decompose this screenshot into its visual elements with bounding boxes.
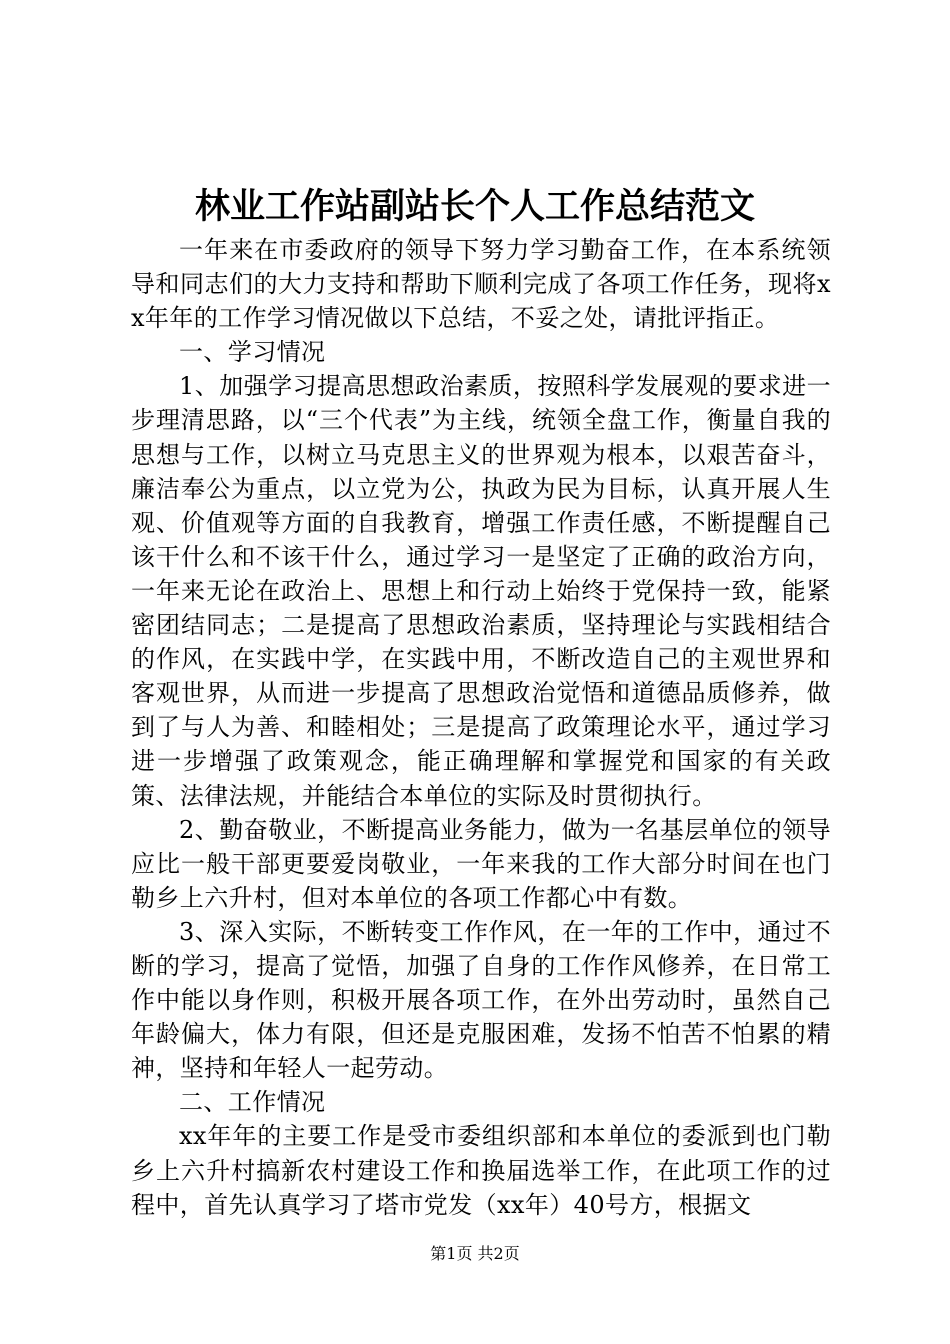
section-heading-study: 一、学习情况 [179,338,326,367]
document-title: 林业工作站副站长个人工作总结范文 [194,187,755,227]
paragraph-intro: 一年来在市委政府的领导下努力学习勤奋工作，在本系统领导和同志们的大力支持和帮助下顺利完成了各项工作任务，现将xx年年的工作学习情况做以下总结，不妥之处，请批评指正。 [131,236,831,333]
paragraph-study-3: 3、深入实际，不断转变工作作风，在一年的工作中，通过不断的学习，提高了觉悟，加强了自身的工作作风修养，在日常工作中能以身作则，积极开展各项工作，在外出劳动时，虽然自己年龄偏大，体力有限，但还是克服困难，发扬不怕苦不怕累的精神，坚持和年轻人一起劳动。 [131,917,831,1083]
section-heading-work: 二、工作情况 [179,1088,326,1117]
paragraph-work-1: xx年年的主要工作是受市委组织部和本单位的委派到也门勒乡上六升村搞新农村建设工作和换届选举工作，在此项工作的过程中，首先认真学习了塔市党发（xx年）40号方，根据文 [131,1122,831,1219]
page-footer: 第1页 共2页 [430,1244,520,1263]
paragraph-study-2: 2、勤奋敬业，不断提高业务能力，做为一名基层单位的领导应比一般干部更要爱岗敬业，一年来我的工作大部分时间在也门勒乡上六升村，但对本单位的各项工作都心中有数。 [131,815,831,912]
document-body [131,233,831,1222]
paragraph-study-1: 1、加强学习提高思想政治素质，按照科学发展观的要求进一步理清思路，以“三个代表”为主线，统领全盘工作，衡量自我的思想与工作，以树立马克思主义的世界观为根本，以艰苦奋斗，廉洁奉公为重点，以立党为公，执政为民为目标，认真开展人生观、价值观等方面的自我教育，增强工作责任感，不断提醒自己该干什么和不该干什么，通过学习一是坚定了正确的政治方向，一年来无论在政治上、思想上和行动上始终于党保持一致，能紧密团结同志；二是提高了思想政治素质，坚持理论与实践相结合的作风，在实践中学，在实践中用，不断改造自己的主观世界和客观世界，从而进一步提高了思想政治觉悟和道德品质修养，做到了与人为善、和睦相处；三是提高了政策理论水平，通过学习进一步增强了政策观念，能正确理解和掌握党和国家的有关政策、法律法规，并能结合本单位的实际及时贯彻执行。 [131,372,831,810]
